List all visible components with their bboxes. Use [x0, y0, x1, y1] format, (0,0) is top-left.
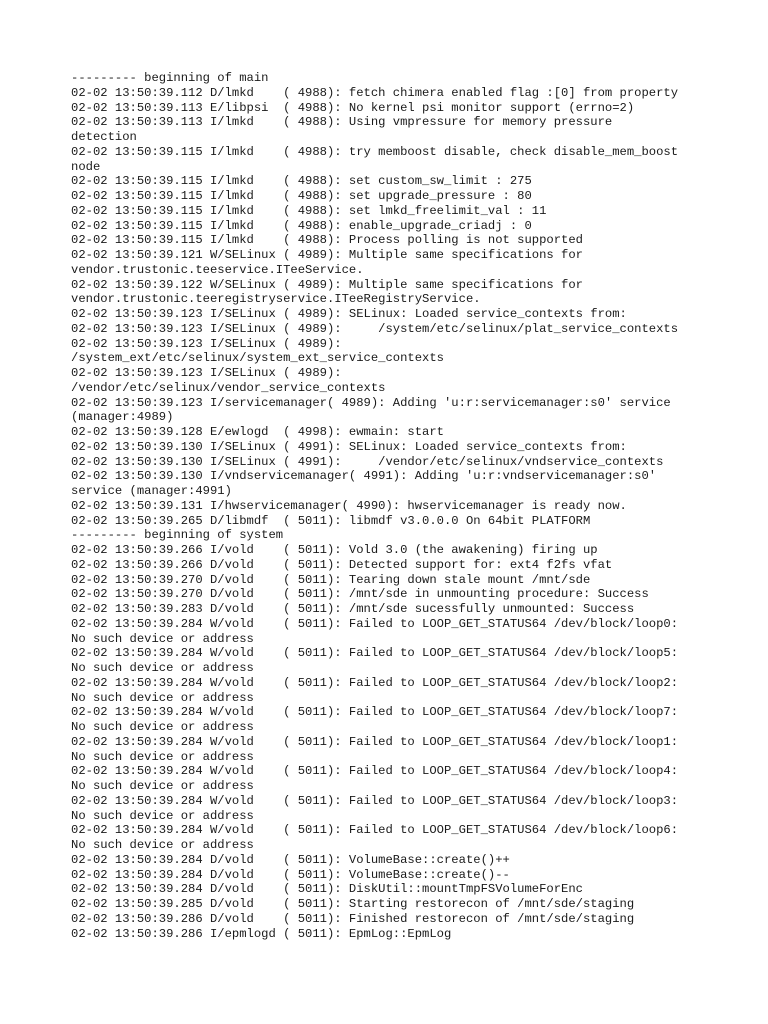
log-line: 02-02 13:50:39.284 D/vold ( 5011): VolumeBase::create()-- [71, 867, 510, 882]
log-line: 02-02 13:50:39.284 D/vold ( 5011): VolumeBase::create()++ [71, 852, 510, 867]
log-line: No such device or address [71, 838, 254, 852]
log-line: No such device or address [71, 720, 254, 734]
log-line: vendor.trustonic.teeregistryservice.ITeeRegistryService. [71, 292, 481, 307]
log-line: No such device or address [71, 661, 254, 675]
log-line: 02-02 13:50:39.270 D/vold ( 5011): Tearing down stale mount /mnt/sde [71, 572, 591, 587]
log-line: 02-02 13:50:39.130 I/vndservicemanager( 4991): Adding 'u:r:vndservicemanager:s0' [71, 469, 657, 484]
log-line: No such device or address [71, 631, 254, 646]
log-line: 02-02 13:50:39.123 I/SELinux ( 4989): [71, 366, 342, 380]
log-line: 02-02 13:50:39.286 I/epmlogd ( 5011): EpmLog::EpmLog [71, 926, 452, 941]
log-line: /vendor/etc/selinux/vendor_service_contexts [71, 380, 386, 395]
log-line: /system_ext/etc/selinux/system_ext_service_contexts [71, 351, 444, 366]
log-line: 02-02 13:50:39.115 I/lmkd ( 4988): set lmkd_freelimit_val : 11 [71, 203, 547, 218]
log-line: 02-02 13:50:39.284 W/vold ( 5011): Failed to LOOP_GET_STATUS64 /dev/block/loop1: [71, 734, 679, 749]
log-line: No such device or address [71, 779, 254, 793]
log-line: 02-02 13:50:39.123 I/servicemanager( 4989): Adding 'u:r:servicemanager:s0' service [71, 395, 671, 410]
log-line: 02-02 13:50:39.284 W/vold ( 5011): Failed to LOOP_GET_STATUS64 /dev/block/loop2: [71, 675, 679, 690]
log-line: --------- beginning of system [71, 528, 284, 543]
log-line: 02-02 13:50:39.266 I/vold ( 5011): Vold 3.0 (the awakening) firing up [71, 543, 598, 557]
log-line: 02-02 13:50:39.265 D/libmdf ( 5011): libmdf v3.0.0.0 On 64bit PLATFORM [71, 513, 591, 528]
log-line: detection [71, 130, 137, 144]
log-line: 02-02 13:50:39.284 D/vold ( 5011): DiskUtil::mountTmpFSVolumeForEnc [71, 882, 583, 897]
log-line: 02-02 13:50:39.270 D/vold ( 5011): /mnt/sde in unmounting procedure: Success [71, 587, 649, 602]
log-line: 02-02 13:50:39.286 D/vold ( 5011): Finished restorecon of /mnt/sde/staging [71, 911, 635, 926]
log-line: service (manager:4991) [71, 484, 232, 498]
log-line: 02-02 13:50:39.284 W/vold ( 5011): Failed to LOOP_GET_STATUS64 /dev/block/loop7: [71, 705, 679, 720]
log-line: --------- beginning of main [71, 71, 269, 85]
log-line: node [71, 159, 101, 174]
log-line: 02-02 13:50:39.115 I/lmkd ( 4988): try memboost disable, check disable_mem_boost [71, 144, 679, 159]
log-line: 02-02 13:50:39.285 D/vold ( 5011): Starting restorecon of /mnt/sde/staging [71, 897, 635, 911]
log-line: 02-02 13:50:39.115 I/lmkd ( 4988): enable_upgrade_criadj : 0 [71, 218, 532, 233]
log-text-block [71, 71, 711, 941]
log-line: 02-02 13:50:39.122 W/SELinux ( 4989): Multiple same specifications for [71, 277, 583, 292]
log-line: 02-02 13:50:39.131 I/hwservicemanager( 4990): hwservicemanager is ready now. [71, 498, 627, 513]
log-line: 02-02 13:50:39.284 W/vold ( 5011): Failed to LOOP_GET_STATUS64 /dev/block/loop0: [71, 616, 679, 631]
log-line: 02-02 13:50:39.130 I/SELinux ( 4991): SELinux: Loaded service_contexts from: [71, 439, 627, 454]
log-line: vendor.trustonic.teeservice.ITeeService. [71, 262, 364, 277]
log-line: No such device or address [71, 690, 254, 705]
log-line: 02-02 13:50:39.284 W/vold ( 5011): Failed to LOOP_GET_STATUS64 /dev/block/loop5: [71, 646, 679, 661]
log-line: No such device or address [71, 808, 254, 823]
log-line: 02-02 13:50:39.115 I/lmkd ( 4988): Process polling is not supported [71, 233, 583, 248]
log-line: 02-02 13:50:39.113 I/lmkd ( 4988): Using vmpressure for memory pressure [71, 115, 613, 130]
log-line: No such device or address [71, 749, 254, 764]
log-line: 02-02 13:50:39.130 I/SELinux ( 4991): /vendor/etc/selinux/vndservice_contexts [71, 454, 664, 469]
log-line: (manager:4989) [71, 410, 174, 425]
log-line: 02-02 13:50:39.266 D/vold ( 5011): Detected support for: ext4 f2fs vfat [71, 557, 613, 572]
log-line: 02-02 13:50:39.284 W/vold ( 5011): Failed to LOOP_GET_STATUS64 /dev/block/loop4: [71, 764, 679, 779]
log-line: 02-02 13:50:39.121 W/SELinux ( 4989): Multiple same specifications for [71, 248, 583, 262]
log-line: 02-02 13:50:39.284 W/vold ( 5011): Failed to LOOP_GET_STATUS64 /dev/block/loop6: [71, 823, 679, 838]
log-line: 02-02 13:50:39.123 I/SELinux ( 4989): /system/etc/selinux/plat_service_contexts [71, 321, 679, 336]
log-line: 02-02 13:50:39.123 I/SELinux ( 4989): [71, 336, 342, 351]
log-line: 02-02 13:50:39.283 D/vold ( 5011): /mnt/sde sucessfully unmounted: Success [71, 602, 635, 616]
log-line: 02-02 13:50:39.113 E/libpsi ( 4988): No kernel psi monitor support (errno=2) [71, 100, 635, 115]
log-line: 02-02 13:50:39.115 I/lmkd ( 4988): set custom_sw_limit : 275 [71, 174, 532, 189]
log-line: 02-02 13:50:39.123 I/SELinux ( 4989): SELinux: Loaded service_contexts from: [71, 307, 627, 321]
log-line: 02-02 13:50:39.112 D/lmkd ( 4988): fetch chimera enabled flag :[0] from property [71, 85, 679, 100]
log-line: 02-02 13:50:39.115 I/lmkd ( 4988): set upgrade_pressure : 80 [71, 189, 532, 203]
log-line: 02-02 13:50:39.284 W/vold ( 5011): Failed to LOOP_GET_STATUS64 /dev/block/loop3: [71, 793, 679, 808]
log-line: 02-02 13:50:39.128 E/ewlogd ( 4998): ewmain: start [71, 425, 444, 439]
